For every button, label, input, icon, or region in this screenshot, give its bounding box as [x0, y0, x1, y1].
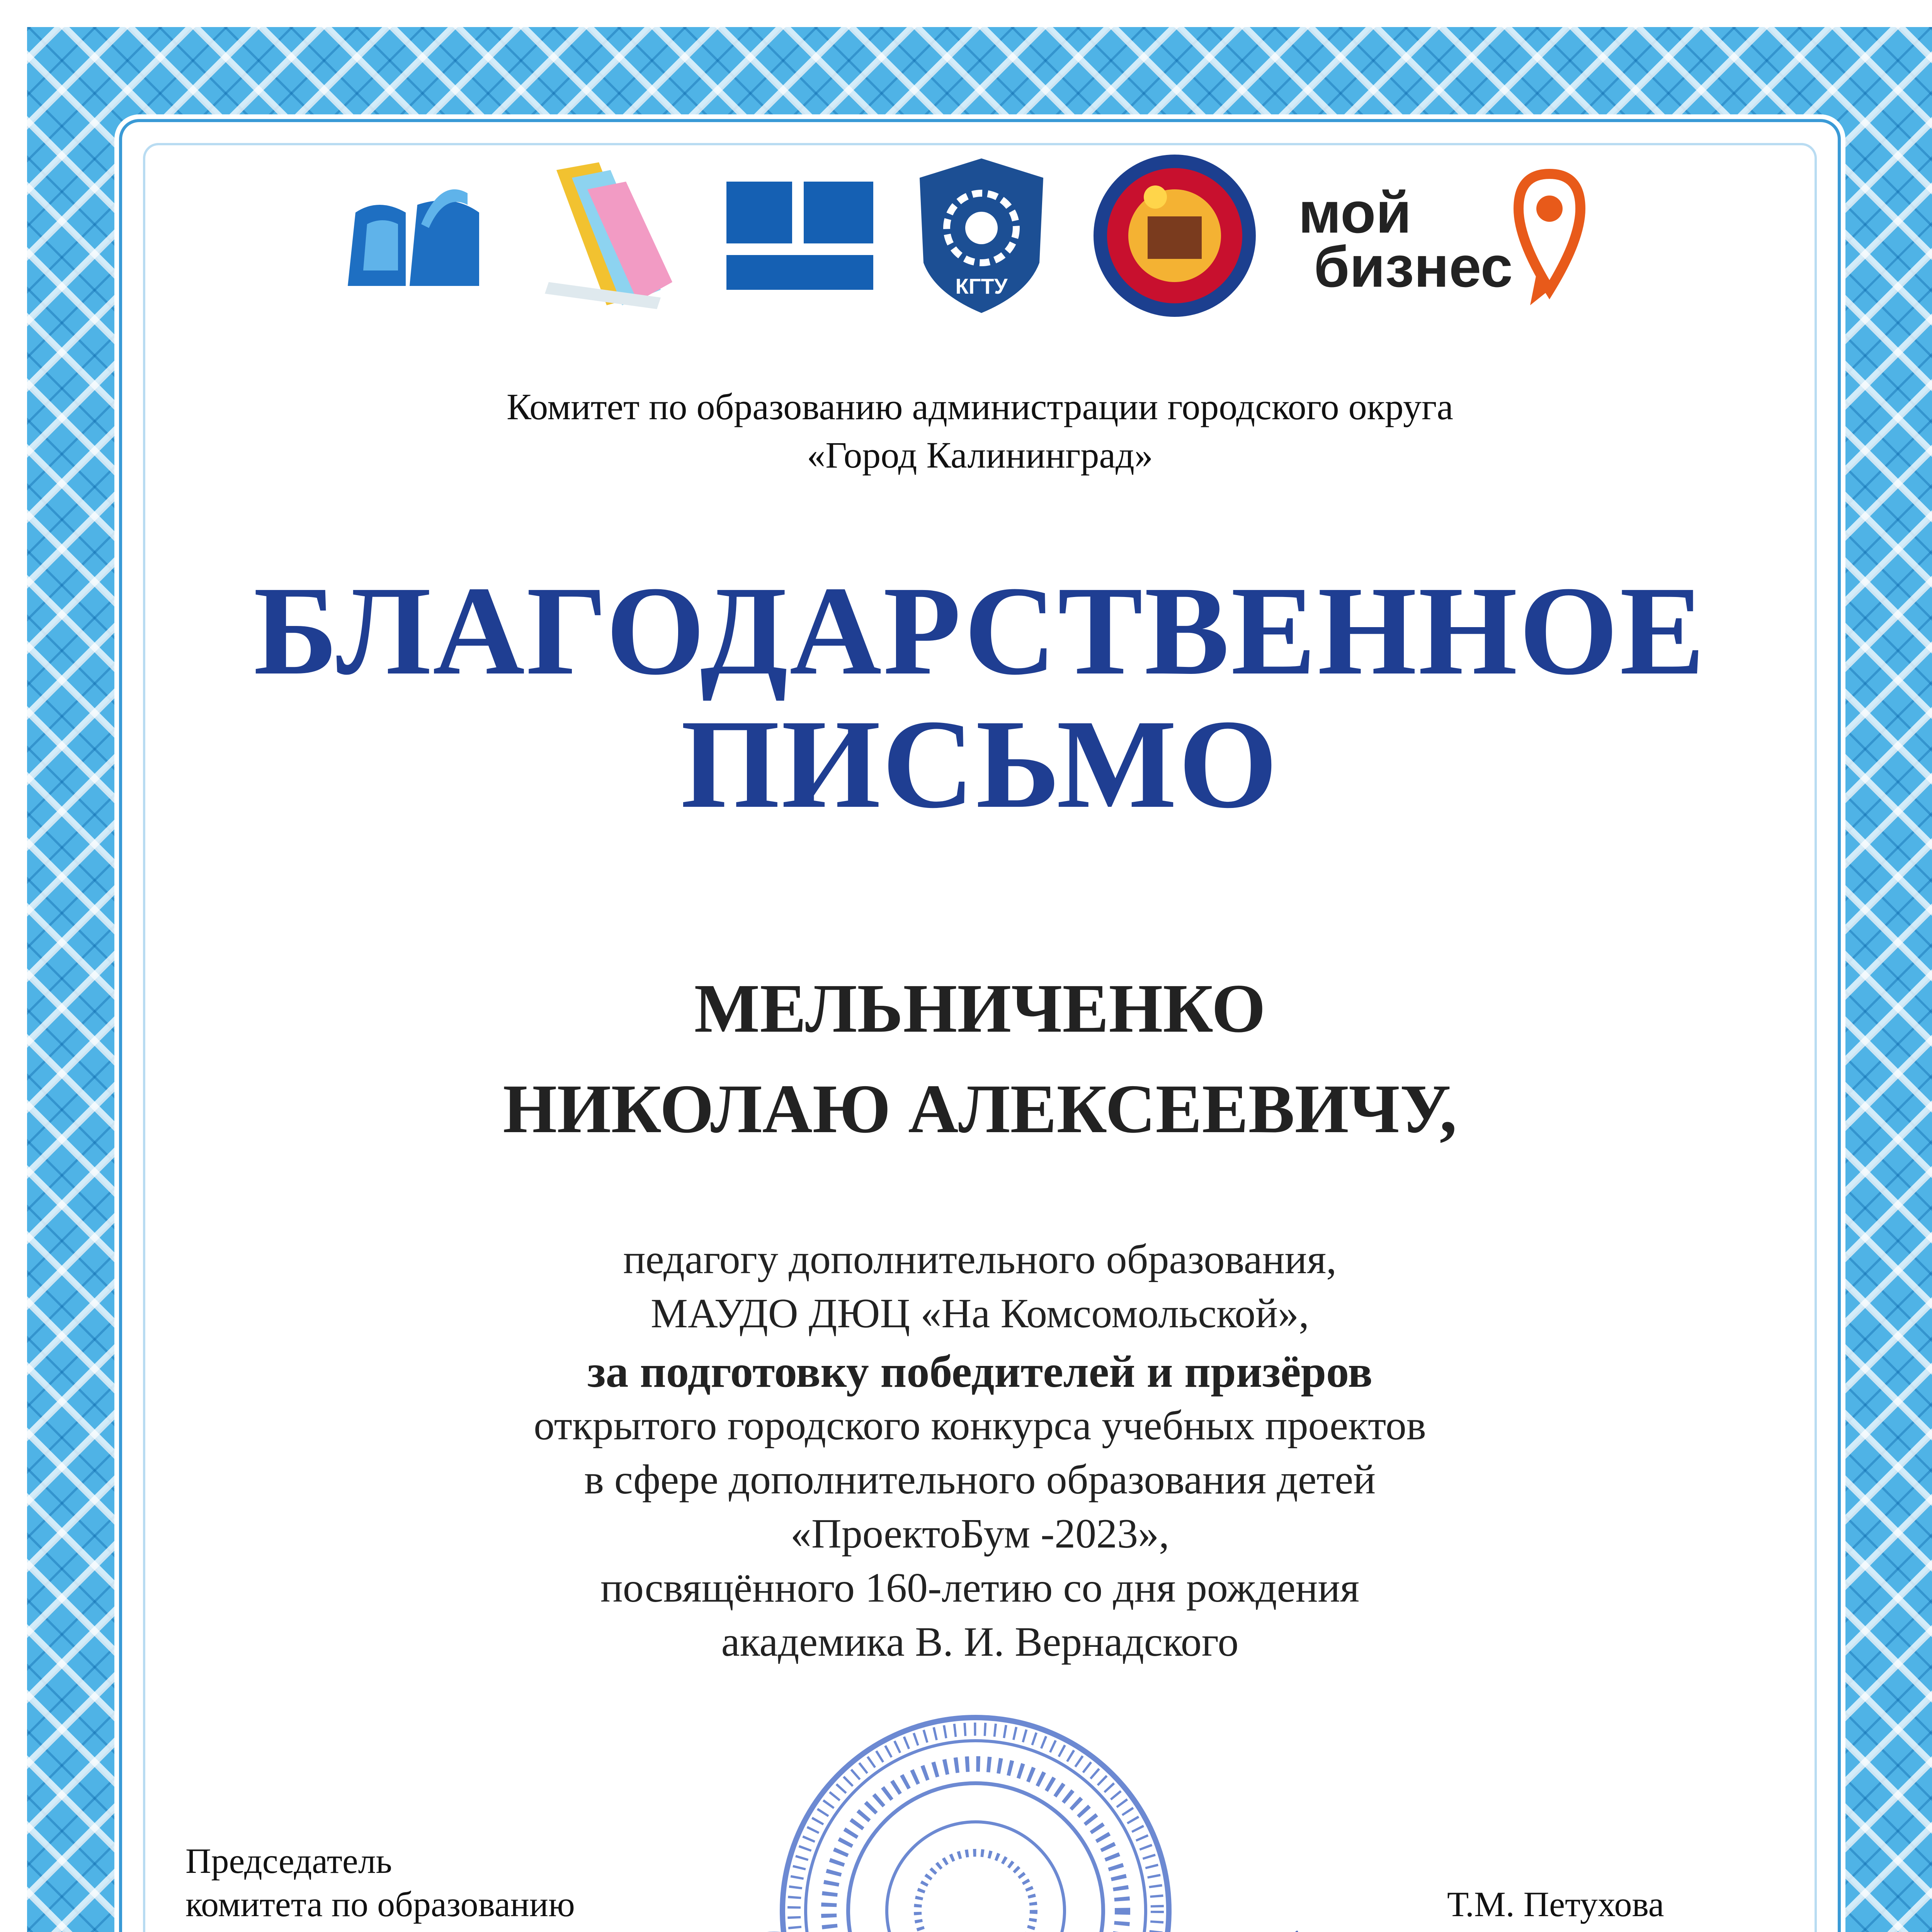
- body-line6: «ПроектоБум -2023»,: [790, 1511, 1170, 1557]
- moi-biznes-line2: бизнес: [1314, 234, 1513, 299]
- recipient-line2: НИКОЛАЮ АЛЕКСЕЕВИЧУ,: [503, 1070, 1457, 1147]
- body-line2: МАУДО ДЮЦ «На Комсомольской»,: [651, 1291, 1309, 1337]
- signatory-1-role: [185, 1839, 575, 1926]
- moi-biznes-line1: мой: [1298, 180, 1412, 245]
- open-book-logo-icon: [340, 170, 487, 298]
- title-line1: БЛАГОДАРСТВЕННОЕ: [253, 560, 1706, 701]
- body-line5: в сфере дополнительного образования детей: [584, 1457, 1376, 1503]
- body-line3: за подготовку победителей и призёров: [587, 1346, 1372, 1397]
- signatory-1-name: Т.М. Петухова: [1447, 1884, 1664, 1924]
- recipient-name: [0, 958, 1932, 1159]
- blue-blocks-logo-icon: [726, 182, 873, 290]
- body-line7: посвящённого 160-летию со дня рождения: [600, 1565, 1359, 1611]
- committee-line1: Комитет по образованию администрации городского округа: [507, 386, 1453, 427]
- moi-biznes-logo-icon: [1298, 162, 1592, 317]
- round-emblem-logo-icon: [1090, 151, 1260, 321]
- issuing-committee: [0, 383, 1932, 479]
- committee-line2: «Город Калининград»: [807, 434, 1153, 476]
- signature-petukhova: [696, 1874, 1314, 1932]
- recipient-line1: МЕЛЬНИЧЕНКО: [694, 970, 1266, 1047]
- title-line2: ПИСЬМО: [680, 694, 1279, 835]
- award-text: [0, 1233, 1932, 1669]
- partner-logos: [340, 139, 1592, 340]
- signatory-1-role-line2: комитета по образованию: [185, 1884, 575, 1924]
- body-line4: открытого городского конкурса учебных проектов: [534, 1403, 1426, 1449]
- kgtu-shield-logo-icon: [912, 155, 1051, 317]
- svg-text:КГТУ: КГТУ: [955, 274, 1008, 298]
- document-title: [0, 560, 1932, 835]
- signatory-1-role-line1: Председатель: [185, 1841, 392, 1881]
- colorful-fan-cards-logo-icon: [533, 155, 680, 317]
- body-line1: педагогу дополнительного образования,: [623, 1236, 1337, 1282]
- body-line8: академика В. И. Вернадского: [721, 1619, 1239, 1665]
